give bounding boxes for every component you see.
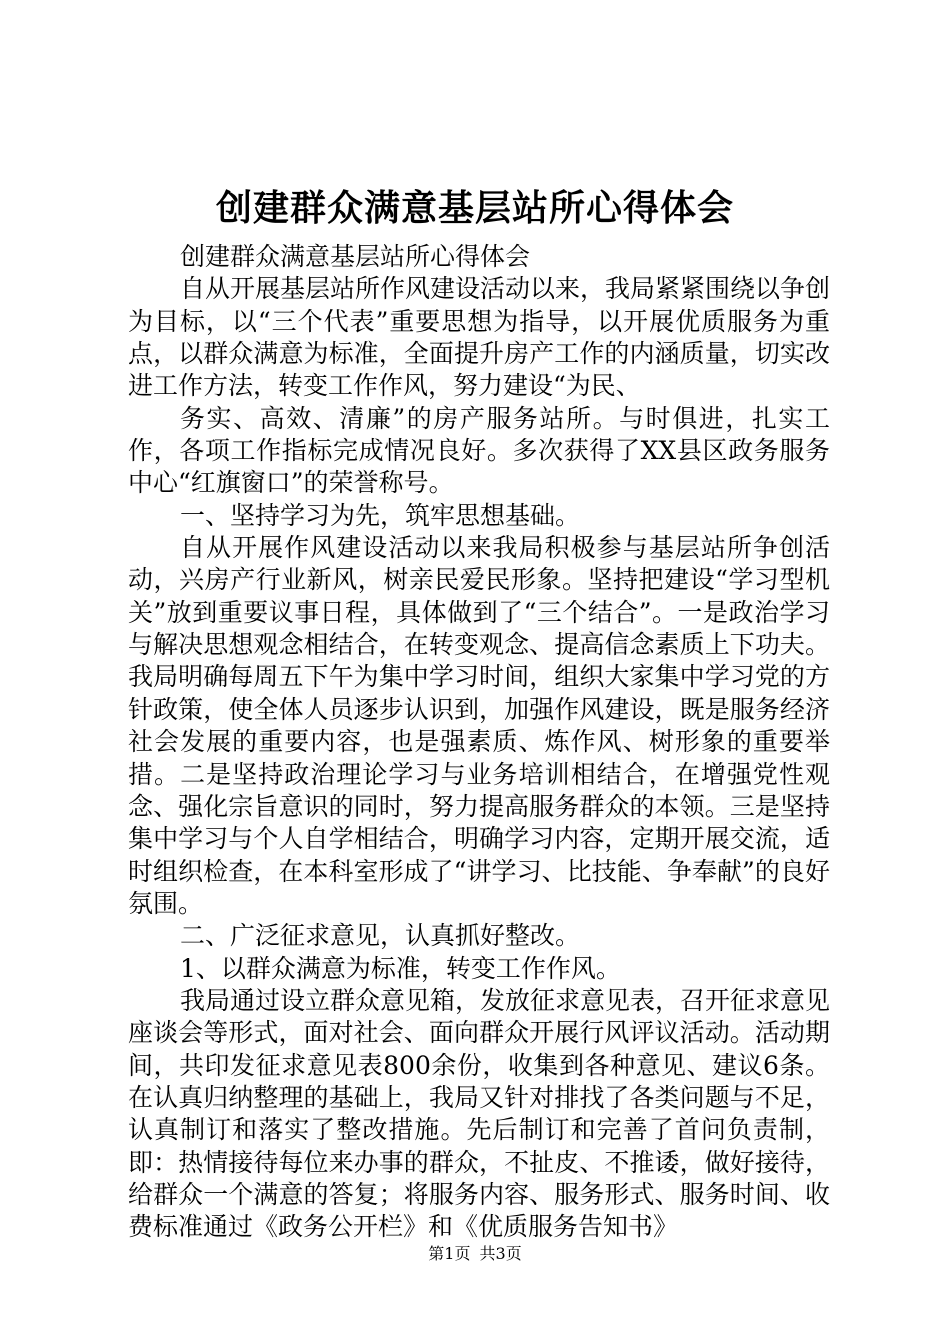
paragraph: 务实、高效、清廉”的房产服务站所。与时俱进，扎实工作，各项工作指标完成情况良好。多次获得了XX县区政务服务中心“红旗窗口”的荣誉称号。 [128,403,830,498]
paragraph: 自从开展作风建设活动以来我局积极参与基层站所争创活动，兴房产行业新风，树亲民爱民形象。坚持把建设“学习型机关”放到重要议事日程，具体做到了“三个结合”。一是政治学习与解决思想观念相结合，在转变观念、提高信念素质上下功夫。我局明确每周五下午为集中学习时间，组织大家集中学习党的方针政策，使全体人员逐步认识到，加强作风建设，既是服务经济社会发展的重要内容，也是强素质、炼作风、树形象的重要举措。二是坚持政治理论学习与业务培训相结合，在增强党性观念、强化宗旨意识的同时，努力提高服务群众的本领。三是坚持集中学习与个人自学相结合，明确学习内容，定期开展交流，适时组织检查，在本科室形成了“讲学习、比技能、争奉献”的良好氛围。 [128,533,830,918]
section-heading: 二、广泛征求意见，认真抓好整改。 [180,921,581,951]
document-title: 创建群众满意基层站所心得体会 [215,187,734,229]
subsection-heading: 1、以群众满意为标准，转变工作作风。 [180,953,621,983]
document-body [128,241,830,1244]
paragraph: 创建群众满意基层站所心得体会 [180,242,531,271]
section-heading: 一、坚持学习为先，筑牢思想基础。 [180,500,581,530]
page-number: 第1页 [428,1244,471,1263]
paragraph: 我局通过设立群众意见箱，发放征求意见表，召开征求意见座谈会等形式，面对社会、面向群众开展行风评议活动。活动期间，共印发征求意见表800余份，收集到各种意见、建议6条。在认真归纳整理的基础上，我局又针对排找了各类问题与不足，认真制订和落实了整改措施。先后制订和完善了首问负责制，即：热情接待每位来办事的群众，不扯皮、不推诿，做好接待，给群众一个满意的答复；将服务内容、服务形式、服务时间、收费标准通过《政务公开栏》和《优质服务告知书》 [128,985,831,1242]
paragraph: 自从开展基层站所作风建设活动以来，我局紧紧围绕以争创为目标，以“三个代表”重要思想为指导，以开展优质服务为重点，以群众满意为标准，全面提升房产工作的内涵质量，切实改进工作方法，转变工作作风，努力建设“为民、 [128,274,831,401]
page-total: 共3页 [479,1244,522,1263]
page-footer [0,1244,950,1264]
